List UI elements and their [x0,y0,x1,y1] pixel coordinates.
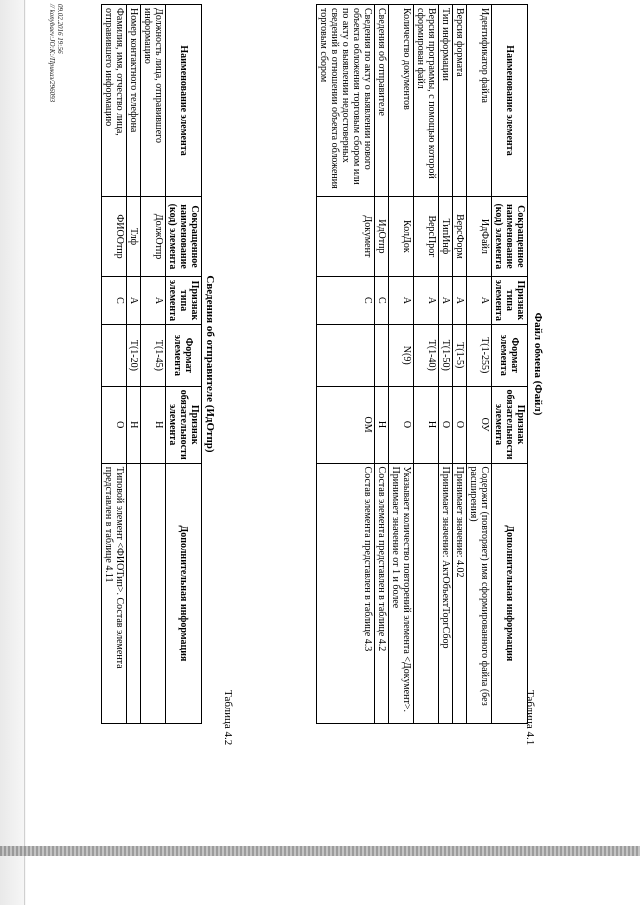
table-cell: Т(1-5) [453,324,467,386]
table-cell: А [453,276,467,324]
table-row [453,5,467,724]
table-cell: С [317,276,375,324]
table-cell: А [141,276,166,324]
table-row [414,5,439,724]
table1-header: Признак типа элемента [492,276,528,324]
table-row [102,5,127,724]
table-cell: Т(1-20) [127,325,141,387]
table-cell: Содержит (повторяет) имя сформированного файла (без расширения) [467,463,492,723]
table-cell: Н [127,386,141,463]
table-cell: ОМ [317,386,375,463]
table-row [375,5,389,724]
table2-header: Формат элемента [166,325,202,387]
table-cell: ФИООтпр [102,197,127,277]
table-cell: Документ [317,197,375,277]
table-cell [102,325,127,387]
table-cell: Принимает значение: 4.02 [453,463,467,723]
table-cell [127,463,141,723]
table1-title: Файл обмена (Файл) [532,312,544,416]
table-cell: А [439,276,453,324]
table-cell: А [389,276,414,324]
table-cell: О [439,386,453,463]
table-cell: А [414,276,439,324]
table2-header: Дополнительная информация [166,463,202,723]
table-row [439,5,453,724]
table2-label: Таблица 4.2 [222,690,234,746]
table-cell: А [467,276,492,324]
footer-path: // konybaev:JO:K:/Приказ/296093 [48,4,56,103]
table-cell: Сведения об отправителе [375,5,389,197]
table-cell: О [389,386,414,463]
table1-header: Наименование элемента [492,5,528,197]
table-cell: Т(1-40) [414,324,439,386]
table-cell [141,463,166,723]
table-cell: Версия программы, с помощью которой сформирован файл [414,5,439,197]
table-cell: Тип информации [439,5,453,197]
table-cell: С [375,276,389,324]
table-cell: Н [414,386,439,463]
table1-label: Таблица 4.1 [524,690,536,746]
table-cell: Т(1-255) [467,324,492,386]
table-cell: Т(1-45) [141,325,166,387]
table-cell: Н [375,386,389,463]
table-cell: ВерсФорм [453,197,467,277]
table-cell: Сведения по акту о выявлении нового объекта обложения торговым сбором или по акту о выявлении недостоверных сведений в отношении объекта обложения торговым сбором [317,5,375,197]
table2 [101,4,202,724]
table1-header: Сокращенное наименование (код) элемента [492,197,528,277]
table-cell: ИдФайл [467,197,492,277]
table-cell: Типовой элемент <ФИОТип>. Состав элемента представлен в таблице 4.11 [102,463,127,723]
table-cell: ВерсПрог [414,197,439,277]
table-cell: Должность лица, отправившего информацию [141,5,166,197]
table1-header: Формат элемента [492,324,528,386]
table-row [141,5,166,724]
table-cell: Тлф [127,197,141,277]
table-cell: Количество документов [389,5,414,197]
table-row [317,5,375,724]
scan-noise-band [0,846,640,856]
table-cell [375,324,389,386]
table-cell: Указывает количество повторений элемента <Документ>. Принимает значение от 1 и более [389,463,414,723]
table-cell: Н [141,386,166,463]
table1-header: Дополнительная информация [492,463,528,723]
table2-header-row [166,5,202,724]
table-cell: О [453,386,467,463]
print-footer [48,4,64,102]
table2-header: Признак типа элемента [166,276,202,324]
table-cell: ДолжОтпр [141,197,166,277]
table-cell: С [102,276,127,324]
table2-header: Сокращенное наименование (код) элемента [166,197,202,277]
table-cell: Версия формата [453,5,467,197]
table-cell: Фамилия, имя, отчество лица, отправившего информацию [102,5,127,197]
table2-header: Признак обязательности элемента [166,386,202,463]
table-row [127,5,141,724]
table-cell: Состав элемента представлен в таблице 4.3 [317,463,375,723]
table-cell: Т(1-50) [439,324,453,386]
table1-header: Признак обязательности элемента [492,386,528,463]
table2-title: Сведения об отправителе (ИдОтпр) [204,275,216,453]
table-cell: Состав элемента представлен в таблице 4.2 [375,463,389,723]
table-row [389,5,414,724]
table-cell [317,324,375,386]
table-cell: N(9) [389,324,414,386]
table-cell: Принимает значение: АктОбъектТоргСбор [439,463,453,723]
table1-header-row [492,5,528,724]
table-cell: О [102,386,127,463]
table-cell: Номер контактного телефона [127,5,141,197]
table1 [316,4,528,724]
table-row [467,5,492,724]
table-cell: А [127,276,141,324]
table-cell [414,463,439,723]
table-cell: ТипИнф [439,197,453,277]
table-cell: Идентификатор файла [467,5,492,197]
table-cell: ИдОтпр [375,197,389,277]
table2-header: Наименование элемента [166,5,202,197]
table-cell: ОУ [467,386,492,463]
footer-timestamp: 09.02.2016 19:56 [56,4,64,54]
table-cell: КолДок [389,197,414,277]
